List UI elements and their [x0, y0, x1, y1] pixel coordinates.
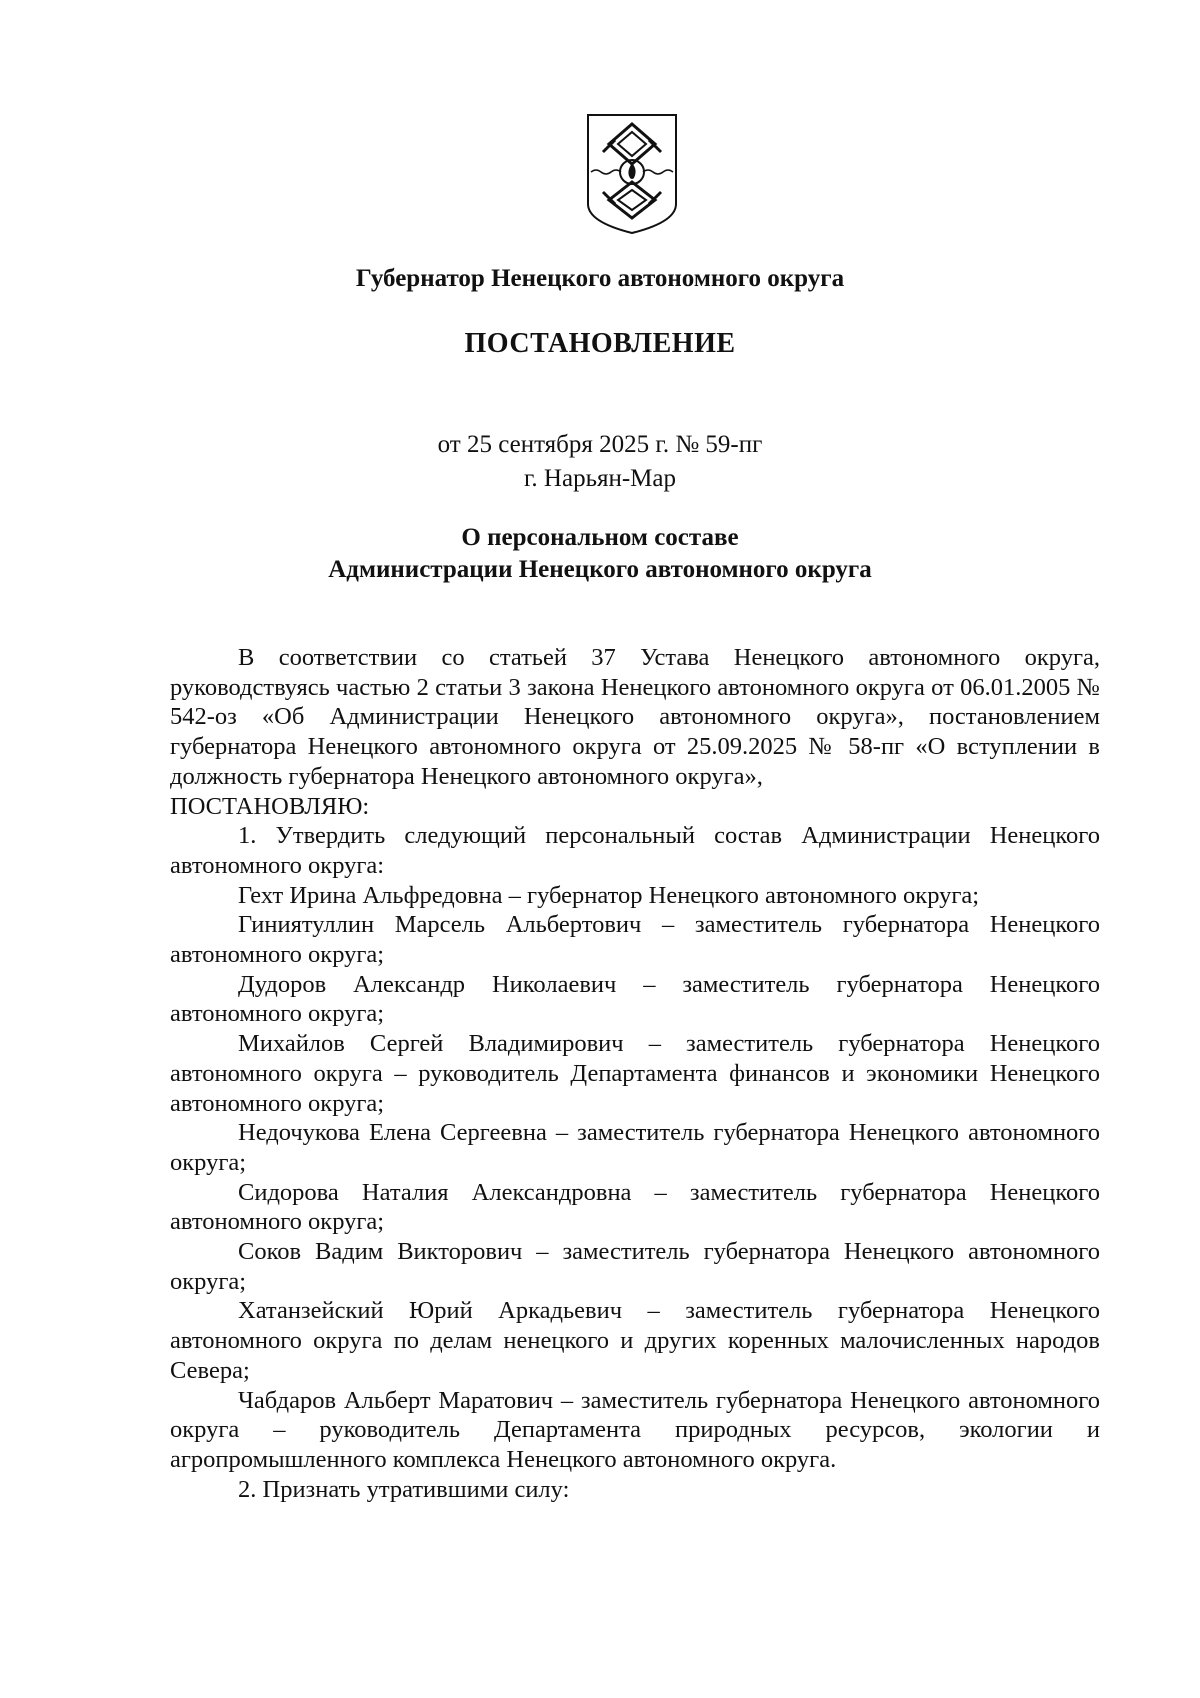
coat-of-arms-icon [585, 112, 679, 236]
member-item: Дудоров Александр Николаевич – заместитель губернатора Ненецкого автономного округа; [170, 970, 1100, 1028]
date-number: от 25 сентября 2025 г. № 59-пг [437, 431, 763, 458]
issuing-authority: Губернатор Ненецкого автономного округа [355, 265, 845, 292]
decree-word: ПОСТАНОВЛЯЮ: [170, 792, 370, 820]
member-item: Гехт Ирина Альфредовна – губернатор Ненецкого автономного округа; [238, 881, 980, 909]
member-item: Хатанзейский Юрий Аркадьевич – заместитель губернатора Ненецкого автономного округа по делам ненецкого и других коренных малочисленных народов Севера; [170, 1297, 1100, 1384]
city: г. Нарьян-Мар [523, 465, 676, 492]
member-item: Гиниятуллин Марсель Альбертович – заместитель губернатора Ненецкого автономного округа; [170, 911, 1100, 969]
preamble: В соответствии со статьей 37 Устава Ненецкого автономного округа, руководствуясь частью 2 статьи 3 закона Ненецкого автономного округа от 06.01.2005 № 542-оз «Об Администрации Ненецкого автономного округа», постановлением губернатора Ненецкого автономного округа от 25.09.2025 № 58-пг «О вступлении в должность губернатора Ненецкого автономного округа», [170, 644, 1100, 790]
member-item: Сидорова Наталия Александровна – заместитель губернатора Ненецкого автономного округа; [170, 1178, 1100, 1236]
date-and-number-block [0, 428, 1200, 496]
member-item: Недочукова Елена Сергеевна – заместитель губернатора Ненецкого автономного округа; [170, 1119, 1100, 1176]
document-body [170, 643, 1100, 1504]
member-item: Михайлов Сергей Владимирович – заместитель губернатора Ненецкого автономного округа – руководитель Департамента финансов и экономики Ненецкого автономного округа; [170, 1030, 1100, 1117]
document-title [0, 522, 1200, 586]
item-1: 1. Утвердить следующий персональный состав Администрации Ненецкого автономного округа: [170, 822, 1100, 879]
title-line-2: Администрации Ненецкого автономного округа [328, 556, 872, 583]
item-2: 2. Признать утратившими силу: [238, 1475, 570, 1503]
member-item: Чабдаров Альберт Маратович – заместитель губернатора Ненецкого автономного округа – руководитель Департамента природных ресурсов, экологии и агропромышленного комплекса Ненецкого автономного округа. [170, 1386, 1100, 1473]
document-type: ПОСТАНОВЛЕНИЕ [464, 328, 736, 359]
member-item: Соков Вадим Викторович – заместитель губернатора Ненецкого автономного округа; [170, 1238, 1100, 1295]
title-line-1: О персональном составе [461, 524, 739, 551]
